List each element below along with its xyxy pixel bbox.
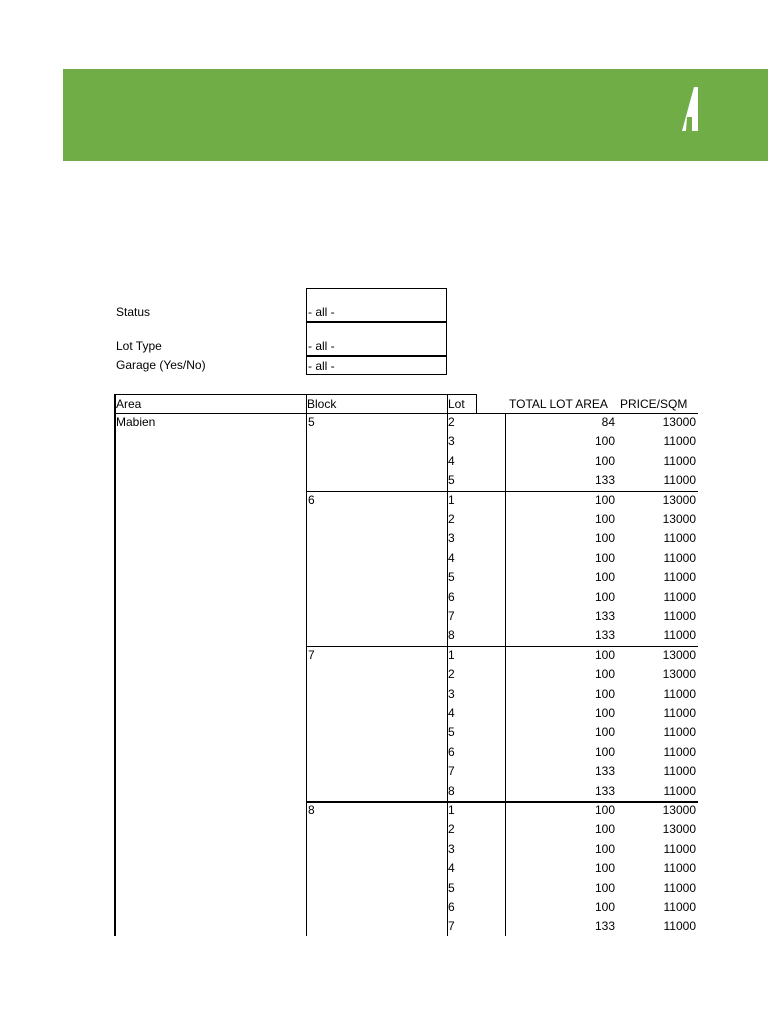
area-left-border <box>114 394 116 936</box>
lot-cell: 1 <box>448 492 455 507</box>
price-sqm-cell: 11000 <box>663 434 696 449</box>
total-lot-area-cell: 100 <box>594 647 615 662</box>
block-cell: 6 <box>308 492 315 507</box>
price-sqm-cell: 11000 <box>663 531 696 546</box>
lot-cell: 4 <box>448 861 455 876</box>
total-lot-area-cell: 100 <box>594 434 615 449</box>
total-lot-area-cell: 133 <box>594 764 615 779</box>
total-lot-area-cell: 100 <box>594 492 615 507</box>
total-lot-area-cell: 133 <box>594 628 615 643</box>
total-lot-area-cell: 133 <box>594 783 615 798</box>
price-sqm-cell: 11000 <box>663 550 696 565</box>
price-sqm-cell: 11000 <box>663 570 696 585</box>
total-lot-area-cell: 100 <box>594 744 615 759</box>
lot-type-label: Lot Type <box>116 339 162 353</box>
lot-cell: 8 <box>448 783 455 798</box>
price-sqm-cell: 11000 <box>663 861 696 876</box>
column-header-total-lot-area: TOTAL LOT AREA <box>509 397 608 411</box>
total-lot-area-cell: 100 <box>594 667 615 682</box>
total-lot-area-cell: 100 <box>594 531 615 546</box>
price-sqm-cell: 11000 <box>663 706 696 720</box>
price-sqm-cell: 11000 <box>663 473 696 488</box>
column-header-block: Block <box>307 397 337 411</box>
block-cell: 7 <box>308 647 315 662</box>
price-sqm-cell: 13000 <box>662 803 696 817</box>
lot-cell: 5 <box>448 473 455 488</box>
price-sqm-cell: 11000 <box>663 453 696 468</box>
lot-cell: 4 <box>448 550 455 565</box>
block-left-border <box>306 394 307 936</box>
lot-cell: 1 <box>448 647 455 662</box>
lot-cell: 3 <box>448 686 455 701</box>
total-lot-area-cell: 100 <box>594 900 615 914</box>
lot-cell: 2 <box>448 822 455 837</box>
status-label: Status <box>116 305 151 319</box>
lot-cell: 6 <box>448 589 455 604</box>
total-lot-area-cell: 133 <box>594 609 615 623</box>
price-sqm-cell: 11000 <box>663 919 696 934</box>
total-lot-area-cell: 100 <box>594 880 615 895</box>
lot-cell: 2 <box>448 415 455 429</box>
lot-cell: 8 <box>448 628 455 643</box>
total-lot-area-cell: 100 <box>594 453 615 468</box>
price-sqm-cell: 11000 <box>663 609 696 623</box>
price-sqm-cell: 11000 <box>663 686 696 701</box>
lot-header-right-border <box>476 394 477 413</box>
price-sqm-cell: 11000 <box>663 900 696 914</box>
lot-cell: 5 <box>448 725 455 740</box>
lot-cell: 1 <box>448 803 455 817</box>
lot-cell: 6 <box>448 900 455 914</box>
price-sqm-cell: 13000 <box>662 647 696 662</box>
total-lot-area-cell: 100 <box>594 725 615 740</box>
total-lot-area-cell: 84 <box>601 415 615 429</box>
lot-cell: 3 <box>448 434 455 449</box>
lot-cell: 3 <box>448 531 455 546</box>
total-lot-area-cell: 100 <box>594 822 615 837</box>
block-cell: 5 <box>308 415 315 429</box>
table-top-border <box>114 394 477 395</box>
column-header-area: Area <box>116 397 142 411</box>
price-sqm-cell: 11000 <box>663 783 696 798</box>
price-sqm-cell: 11000 <box>663 744 696 759</box>
lot-cell: 7 <box>448 609 455 623</box>
lot-cell: 6 <box>448 744 455 759</box>
total-lot-area-cell: 100 <box>594 686 615 701</box>
lot-cell: 5 <box>448 880 455 895</box>
lot-cell: 4 <box>448 453 455 468</box>
price-sqm-cell: 13000 <box>662 415 696 429</box>
price-sqm-cell: 11000 <box>663 764 696 779</box>
price-sqm-cell: 13000 <box>662 667 696 682</box>
total-lot-area-cell: 100 <box>594 570 615 585</box>
total-lot-area-cell: 133 <box>594 919 615 934</box>
total-lot-area-cell: 100 <box>594 550 615 565</box>
lot-cell: 5 <box>448 570 455 585</box>
total-lot-area-cell: 100 <box>594 841 615 856</box>
price-sqm-cell: 11000 <box>663 725 696 740</box>
total-lot-area-cell: 100 <box>594 803 615 817</box>
price-sqm-cell: 11000 <box>663 841 696 856</box>
garage-filter-value: - all - <box>308 359 335 373</box>
lot-cell: 7 <box>448 919 455 934</box>
status-filter-value: - all - <box>308 305 335 319</box>
total-lot-area-cell: 100 <box>594 512 615 526</box>
column-header-lot: Lot <box>448 397 465 411</box>
lot-cell: 2 <box>448 512 455 526</box>
price-sqm-cell: 13000 <box>662 512 696 526</box>
price-sqm-cell: 13000 <box>662 822 696 837</box>
lot-cell: 4 <box>448 706 455 720</box>
price-sqm-cell: 11000 <box>663 880 696 895</box>
total-lot-area-cell: 100 <box>594 589 615 604</box>
total-lot-area-cell: 100 <box>594 706 615 720</box>
price-sqm-cell: 11000 <box>663 628 696 643</box>
lot-cell: 2 <box>448 667 455 682</box>
block-cell: 8 <box>308 803 315 817</box>
garage-label: Garage (Yes/No) <box>116 358 206 372</box>
column-header-price-sqm: PRICE/SQM <box>620 397 688 411</box>
lot-cell: 3 <box>448 841 455 856</box>
price-sqm-cell: 13000 <box>662 492 696 507</box>
lot-type-filter-value: - all - <box>308 339 335 353</box>
area-cell: Mabien <box>116 415 156 429</box>
lot-cell: 7 <box>448 764 455 779</box>
price-sqm-cell: 11000 <box>663 589 696 604</box>
total-lot-area-cell: 133 <box>594 473 615 488</box>
total-lot-area-cell: 100 <box>594 861 615 876</box>
